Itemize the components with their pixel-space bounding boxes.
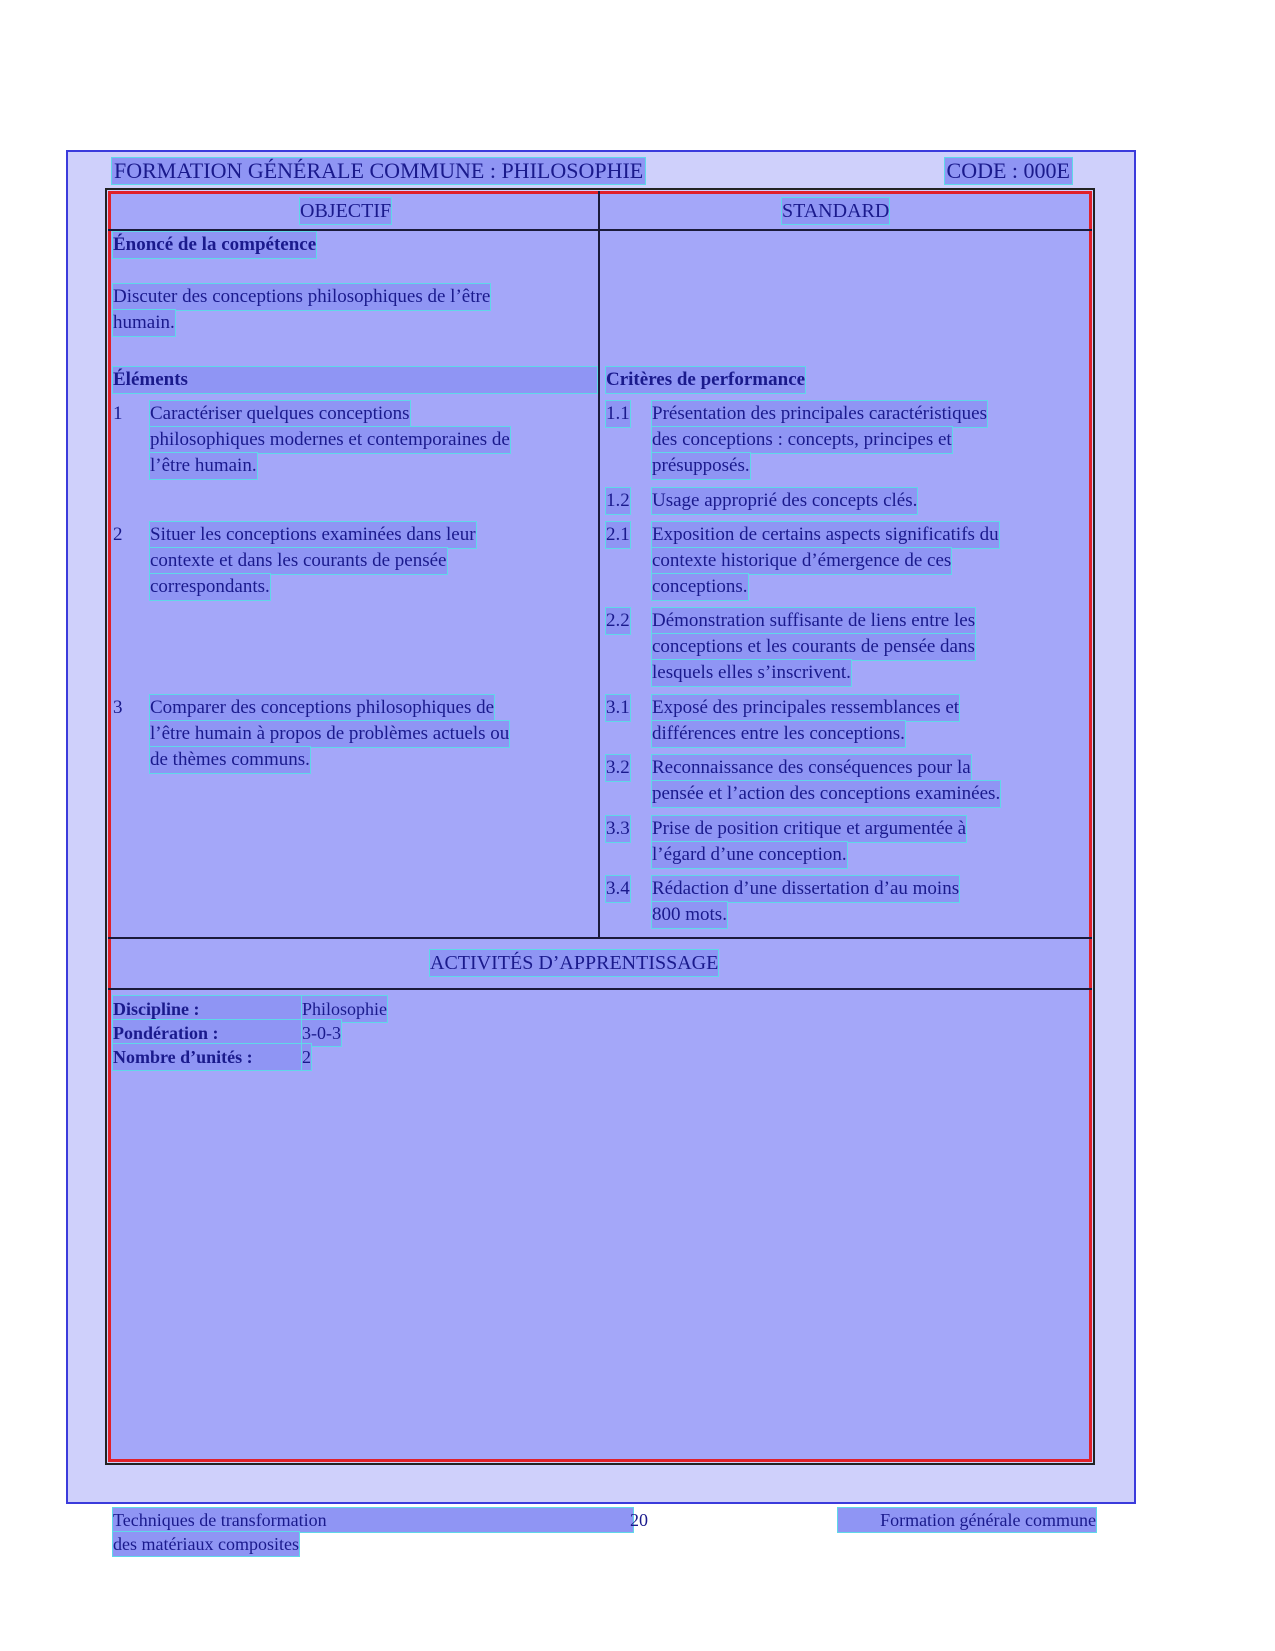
criterion-number: 3.2 [606, 755, 630, 781]
course-code: CODE : 000E [946, 158, 1070, 183]
criterion-text-line: Usage approprié des concepts clés. [652, 488, 917, 514]
divider-activities-top [108, 937, 1092, 939]
criterion-number: 3.3 [606, 816, 630, 842]
competence-text-line: humain. [113, 310, 175, 336]
criterion-number: 2.1 [606, 522, 630, 548]
column-header-standard: STANDARD [782, 200, 890, 222]
criterion-text-line: Démonstration suffisante de liens entre les [652, 608, 975, 634]
elements-heading: Éléments [113, 367, 597, 393]
footer-program: Techniques de transformation [113, 1508, 633, 1532]
element-number: 1 [113, 403, 123, 424]
activities-heading: ACTIVITÉS D’APPRENTISSAGE [430, 952, 719, 974]
element-text-line: Comparer des conceptions philosophiques de [150, 695, 494, 721]
divider-activities-bottom [108, 988, 1092, 990]
criterion-text-line: conceptions. [652, 574, 748, 600]
criterion-number: 1.1 [606, 401, 630, 427]
element-text-line: contexte et dans les courants de pensée [150, 548, 447, 574]
criterion-text-line: présupposés. [652, 453, 750, 479]
page-header [112, 158, 1072, 186]
element-text-line: Caractériser quelques conceptions [150, 401, 410, 427]
ponderation-value: 3-0-3 [302, 1020, 341, 1046]
element-text-line: de thèmes communs. [150, 747, 310, 773]
criterion-text-line: Reconnaissance des conséquences pour la [652, 755, 971, 781]
column-header-objectif: OBJECTIF [300, 200, 392, 222]
discipline-value: Philosophie [302, 996, 387, 1022]
element-text-line: l’être humain. [150, 453, 257, 479]
footer-program-line2: des matériaux composites [113, 1534, 299, 1554]
ponderation-label: Pondération : [113, 1020, 303, 1046]
criterion-number: 3.4 [606, 876, 630, 902]
footer-section: Formation générale commune [838, 1508, 1096, 1532]
footer-page-number: 20 [630, 1510, 648, 1530]
criterion-text-line: Rédaction d’une dissertation d’au moins [652, 876, 959, 902]
element-text-line: philosophiques modernes et contemporaines de [150, 427, 510, 453]
criterion-text-line: l’égard d’une conception. [652, 842, 847, 868]
element-number: 2 [113, 524, 123, 545]
element-text-line: Situer les conceptions examinées dans leur [150, 522, 476, 548]
element-text-line: l’être humain à propos de problèmes actuels ou [150, 721, 509, 747]
criteria-heading: Critères de performance [606, 367, 805, 393]
criterion-text-line: Présentation des principales caractéristiques [652, 401, 987, 427]
criterion-number: 3.1 [606, 695, 630, 721]
column-divider [598, 191, 600, 938]
unites-label: Nombre d’unités : [113, 1044, 303, 1070]
discipline-label: Discipline : [113, 996, 303, 1022]
criterion-text-line: contexte historique d’émergence de ces [652, 548, 951, 574]
unites-value: 2 [302, 1044, 311, 1070]
criterion-text-line: Exposé des principales ressemblances et [652, 695, 959, 721]
criterion-text-line: 800 mots. [652, 902, 727, 928]
criterion-number: 1.2 [606, 488, 630, 514]
criterion-text-line: conceptions et les courants de pensée dans [652, 634, 975, 660]
criterion-text-line: Exposition de certains aspects significatifs du [652, 522, 999, 548]
criterion-number: 2.2 [606, 608, 630, 634]
criterion-text-line: pensée et l’action des conceptions examinées. [652, 781, 1000, 807]
page-title: FORMATION GÉNÉRALE COMMUNE : PHILOSOPHIE [114, 158, 644, 183]
element-number: 3 [113, 697, 123, 718]
criterion-text-line: lesquels elles s’inscrivent. [652, 660, 851, 686]
criterion-text-line: Prise de position critique et argumentée à [652, 816, 966, 842]
criterion-text-line: des conceptions : concepts, principes et [652, 427, 952, 453]
element-text-line: correspondants. [150, 574, 270, 600]
criterion-text-line: différences entre les conceptions. [652, 721, 905, 747]
competence-heading: Énoncé de la compétence [113, 232, 316, 258]
competence-text-line: Discuter des conceptions philosophiques de l’être [113, 284, 490, 310]
divider-columns-header [108, 229, 1092, 231]
